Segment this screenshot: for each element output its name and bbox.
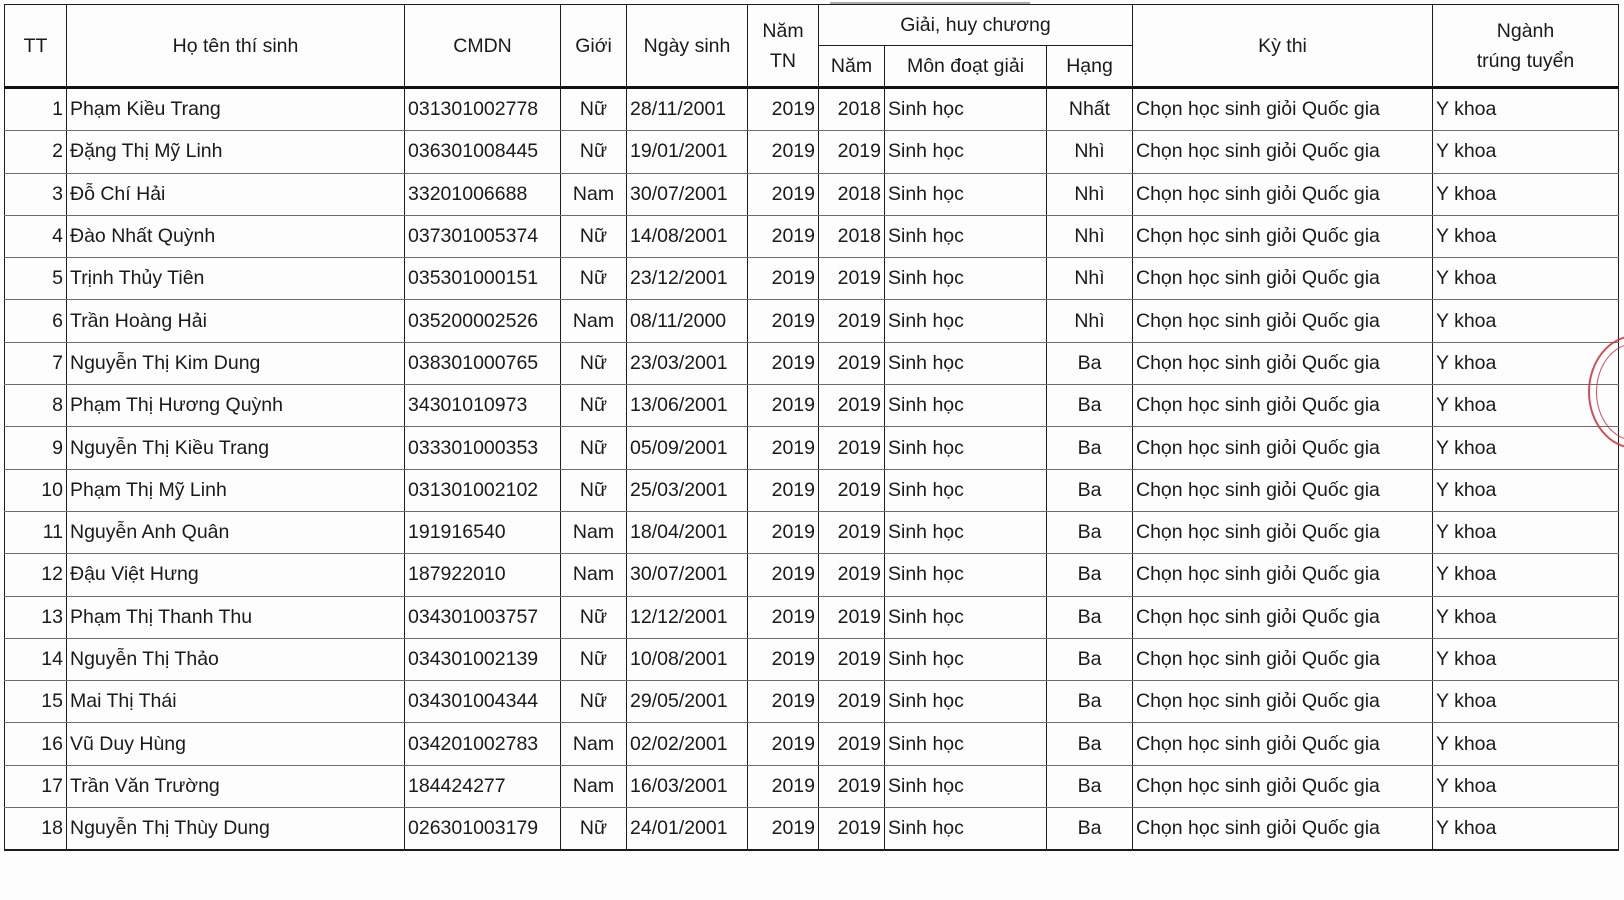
table-row [5,638,1619,680]
cell-name: Nguyễn Thị Kiều Trang [67,427,405,469]
cell-award-subject: Sinh học [885,765,1047,807]
cell-gender: Nữ [561,469,627,511]
cell-award-year: 2018 [819,173,885,215]
cell-award-rank: Nhì [1047,258,1133,300]
cell-award-year: 2019 [819,723,885,765]
cell-id-number: 038301000765 [405,342,561,384]
cell-major: Y khoa [1433,131,1619,173]
cell-dob: 23/12/2001 [627,258,748,300]
header-award-subject: Môn đoạt giải [885,46,1047,88]
cell-dob: 29/05/2001 [627,681,748,723]
cell-dob: 16/03/2001 [627,765,748,807]
cell-award-rank: Ba [1047,469,1133,511]
cell-name: Đỗ Chí Hải [67,173,405,215]
header-major [1433,5,1619,88]
cell-award-subject: Sinh học [885,427,1047,469]
cell-award-subject: Sinh học [885,385,1047,427]
cell-award-rank: Ba [1047,765,1133,807]
cell-award-subject: Sinh học [885,258,1047,300]
cell-id-number: 037301005374 [405,215,561,257]
table-row [5,596,1619,638]
cell-exam: Chọn học sinh giỏi Quốc gia [1133,342,1433,384]
cell-major: Y khoa [1433,723,1619,765]
cell-major: Y khoa [1433,215,1619,257]
header-id-number: CMDN [405,5,561,88]
cell-id-number: 187922010 [405,554,561,596]
cell-award-subject: Sinh học [885,808,1047,851]
cell-award-subject: Sinh học [885,173,1047,215]
cell-id-number: 191916540 [405,511,561,553]
cell-award-year: 2019 [819,258,885,300]
cell-tt: 12 [5,554,67,596]
cell-tt: 11 [5,511,67,553]
cell-tt: 10 [5,469,67,511]
cell-dob: 25/03/2001 [627,469,748,511]
cell-id-number: 033301000353 [405,427,561,469]
cell-award-year: 2019 [819,300,885,342]
cell-id-number: 031301002778 [405,88,561,131]
cell-dob: 24/01/2001 [627,808,748,851]
cell-tt: 18 [5,808,67,851]
cell-exam: Chọn học sinh giỏi Quốc gia [1133,596,1433,638]
cell-gender: Nữ [561,258,627,300]
cell-tt: 1 [5,88,67,131]
cell-award-subject: Sinh học [885,554,1047,596]
cell-grad-year: 2019 [748,385,819,427]
cell-grad-year: 2019 [748,765,819,807]
cell-exam: Chọn học sinh giỏi Quốc gia [1133,765,1433,807]
cell-id-number: 031301002102 [405,469,561,511]
table-row [5,173,1619,215]
cell-name: Nguyễn Thị Thùy Dung [67,808,405,851]
cell-major: Y khoa [1433,342,1619,384]
cell-award-year: 2019 [819,808,885,851]
cell-name: Trịnh Thủy Tiên [67,258,405,300]
cell-major: Y khoa [1433,681,1619,723]
cell-award-year: 2019 [819,131,885,173]
header-dob: Ngày sinh [627,5,748,88]
cell-grad-year: 2019 [748,258,819,300]
cell-award-subject: Sinh học [885,681,1047,723]
cell-tt: 2 [5,131,67,173]
header-award-year: Năm [819,46,885,88]
cell-gender: Nữ [561,88,627,131]
header-award-rank: Hạng [1047,46,1133,88]
cell-award-year: 2019 [819,342,885,384]
table-header [5,5,1619,88]
cell-major: Y khoa [1433,765,1619,807]
table-row [5,681,1619,723]
table-row [5,215,1619,257]
cell-award-rank: Ba [1047,723,1133,765]
cell-major: Y khoa [1433,808,1619,851]
table-row [5,385,1619,427]
cell-award-subject: Sinh học [885,215,1047,257]
cell-gender: Nữ [561,385,627,427]
cell-award-year: 2019 [819,511,885,553]
cell-award-year: 2019 [819,385,885,427]
cell-id-number: 034301004344 [405,681,561,723]
cell-name: Đào Nhất Quỳnh [67,215,405,257]
cell-dob: 18/04/2001 [627,511,748,553]
cell-exam: Chọn học sinh giỏi Quốc gia [1133,131,1433,173]
header-award-group: Giải, huy chương [819,5,1133,46]
cell-grad-year: 2019 [748,511,819,553]
cell-name: Phạm Kiều Trang [67,88,405,131]
cell-exam: Chọn học sinh giỏi Quốc gia [1133,638,1433,680]
cell-name: Nguyễn Anh Quân [67,511,405,553]
cell-dob: 10/08/2001 [627,638,748,680]
cell-award-year: 2019 [819,554,885,596]
cell-dob: 19/01/2001 [627,131,748,173]
cell-dob: 23/03/2001 [627,342,748,384]
cell-grad-year: 2019 [748,300,819,342]
cell-dob: 14/08/2001 [627,215,748,257]
cell-award-rank: Ba [1047,808,1133,851]
cell-award-subject: Sinh học [885,300,1047,342]
cell-grad-year: 2019 [748,427,819,469]
cell-tt: 5 [5,258,67,300]
table-row [5,300,1619,342]
header-major-line1: Ngành [1496,19,1555,42]
cell-award-subject: Sinh học [885,596,1047,638]
cell-gender: Nam [561,511,627,553]
cell-name: Nguyễn Thị Thảo [67,638,405,680]
cell-id-number: 034301002139 [405,638,561,680]
table-row [5,723,1619,765]
cell-gender: Nữ [561,638,627,680]
cell-id-number: 035200002526 [405,300,561,342]
cell-award-rank: Nhì [1047,173,1133,215]
table-row [5,554,1619,596]
cell-id-number: 026301003179 [405,808,561,851]
cell-grad-year: 2019 [748,173,819,215]
cell-name: Trần Văn Trường [67,765,405,807]
cell-major: Y khoa [1433,596,1619,638]
cell-award-rank: Ba [1047,385,1133,427]
cell-exam: Chọn học sinh giỏi Quốc gia [1133,215,1433,257]
cell-grad-year: 2019 [748,342,819,384]
cell-gender: Nữ [561,342,627,384]
header-gender: Giới [561,5,627,88]
cell-gender: Nữ [561,131,627,173]
cell-tt: 16 [5,723,67,765]
cell-name: Đặng Thị Mỹ Linh [67,131,405,173]
cell-dob: 02/02/2001 [627,723,748,765]
cell-dob: 30/07/2001 [627,173,748,215]
cell-gender: Nữ [561,215,627,257]
cell-grad-year: 2019 [748,596,819,638]
cell-id-number: 184424277 [405,765,561,807]
cell-award-subject: Sinh học [885,342,1047,384]
table-row [5,469,1619,511]
cell-award-year: 2019 [819,469,885,511]
cell-major: Y khoa [1433,300,1619,342]
table-row [5,808,1619,851]
cell-tt: 15 [5,681,67,723]
cell-gender: Nam [561,765,627,807]
table-row [5,427,1619,469]
table-body [5,88,1619,851]
cell-exam: Chọn học sinh giỏi Quốc gia [1133,427,1433,469]
cell-tt: 13 [5,596,67,638]
cell-exam: Chọn học sinh giỏi Quốc gia [1133,511,1433,553]
cell-grad-year: 2019 [748,131,819,173]
cell-award-rank: Ba [1047,427,1133,469]
cell-award-rank: Ba [1047,596,1133,638]
cell-dob: 28/11/2001 [627,88,748,131]
cell-name: Phạm Thị Thanh Thu [67,596,405,638]
table-row [5,88,1619,131]
cell-award-rank: Nhất [1047,88,1133,131]
table-row [5,258,1619,300]
cell-award-subject: Sinh học [885,131,1047,173]
cell-tt: 9 [5,427,67,469]
cell-gender: Nam [561,723,627,765]
cell-id-number: 035301000151 [405,258,561,300]
cell-name: Trần Hoàng Hải [67,300,405,342]
table-row [5,342,1619,384]
cell-gender: Nữ [561,808,627,851]
cell-grad-year: 2019 [748,469,819,511]
cell-award-rank: Nhì [1047,215,1133,257]
header-grad-year-line1: Năm [762,19,804,42]
cell-major: Y khoa [1433,88,1619,131]
cell-gender: Nam [561,300,627,342]
cell-id-number: 034301003757 [405,596,561,638]
cell-name: Vũ Duy Hùng [67,723,405,765]
cell-tt: 3 [5,173,67,215]
cell-exam: Chọn học sinh giỏi Quốc gia [1133,469,1433,511]
cell-award-year: 2019 [819,427,885,469]
cell-id-number: 33201006688 [405,173,561,215]
cell-award-year: 2018 [819,88,885,131]
cell-exam: Chọn học sinh giỏi Quốc gia [1133,681,1433,723]
cell-major: Y khoa [1433,511,1619,553]
cell-name: Phạm Thị Mỹ Linh [67,469,405,511]
cell-award-rank: Ba [1047,638,1133,680]
cell-award-year: 2019 [819,681,885,723]
cell-award-rank: Ba [1047,681,1133,723]
cell-exam: Chọn học sinh giỏi Quốc gia [1133,88,1433,131]
cell-award-rank: Nhì [1047,131,1133,173]
cell-dob: 12/12/2001 [627,596,748,638]
cell-major: Y khoa [1433,173,1619,215]
cell-exam: Chọn học sinh giỏi Quốc gia [1133,554,1433,596]
cell-tt: 14 [5,638,67,680]
cell-grad-year: 2019 [748,723,819,765]
cell-tt: 8 [5,385,67,427]
cell-exam: Chọn học sinh giỏi Quốc gia [1133,258,1433,300]
cell-award-year: 2019 [819,638,885,680]
cell-major: Y khoa [1433,638,1619,680]
cell-major: Y khoa [1433,554,1619,596]
cell-award-subject: Sinh học [885,638,1047,680]
cell-gender: Nữ [561,681,627,723]
cell-exam: Chọn học sinh giỏi Quốc gia [1133,385,1433,427]
cell-major: Y khoa [1433,427,1619,469]
cell-gender: Nam [561,173,627,215]
cell-award-year: 2018 [819,215,885,257]
cell-dob: 05/09/2001 [627,427,748,469]
cell-dob: 30/07/2001 [627,554,748,596]
cell-exam: Chọn học sinh giỏi Quốc gia [1133,723,1433,765]
cell-gender: Nữ [561,427,627,469]
cell-name: Phạm Thị Hương Quỳnh [67,385,405,427]
cell-award-subject: Sinh học [885,88,1047,131]
header-tt: TT [5,5,67,88]
cell-gender: Nam [561,554,627,596]
header-grad-year [748,5,819,88]
cell-exam: Chọn học sinh giỏi Quốc gia [1133,173,1433,215]
cell-award-year: 2019 [819,765,885,807]
cell-tt: 17 [5,765,67,807]
header-major-line2: trúng tuyển [1476,49,1575,72]
table-row [5,511,1619,553]
cell-grad-year: 2019 [748,215,819,257]
cell-award-rank: Ba [1047,554,1133,596]
cell-grad-year: 2019 [748,638,819,680]
cell-award-subject: Sinh học [885,511,1047,553]
cell-dob: 13/06/2001 [627,385,748,427]
cell-major: Y khoa [1433,469,1619,511]
cell-award-rank: Ba [1047,511,1133,553]
cell-exam: Chọn học sinh giỏi Quốc gia [1133,808,1433,851]
cell-name: Nguyễn Thị Kim Dung [67,342,405,384]
cell-award-rank: Nhì [1047,300,1133,342]
cell-grad-year: 2019 [748,554,819,596]
admission-results-table [4,4,1619,851]
cell-exam: Chọn học sinh giỏi Quốc gia [1133,300,1433,342]
header-exam: Kỳ thi [1133,5,1433,88]
table-row [5,131,1619,173]
cell-major: Y khoa [1433,258,1619,300]
cell-grad-year: 2019 [748,88,819,131]
header-grad-year-line2: TN [770,49,796,72]
cell-tt: 6 [5,300,67,342]
cell-award-rank: Ba [1047,342,1133,384]
cell-grad-year: 2019 [748,808,819,851]
cell-id-number: 036301008445 [405,131,561,173]
cell-grad-year: 2019 [748,681,819,723]
cell-tt: 7 [5,342,67,384]
cell-tt: 4 [5,215,67,257]
cell-id-number: 034201002783 [405,723,561,765]
cell-gender: Nữ [561,596,627,638]
cell-dob: 08/11/2000 [627,300,748,342]
header-name: Họ tên thí sinh [67,5,405,88]
cell-major: Y khoa [1433,385,1619,427]
cell-name: Mai Thị Thái [67,681,405,723]
cell-award-year: 2019 [819,596,885,638]
table-row [5,765,1619,807]
cell-award-subject: Sinh học [885,469,1047,511]
cell-award-subject: Sinh học [885,723,1047,765]
cell-id-number: 34301010973 [405,385,561,427]
cell-name: Đậu Việt Hưng [67,554,405,596]
